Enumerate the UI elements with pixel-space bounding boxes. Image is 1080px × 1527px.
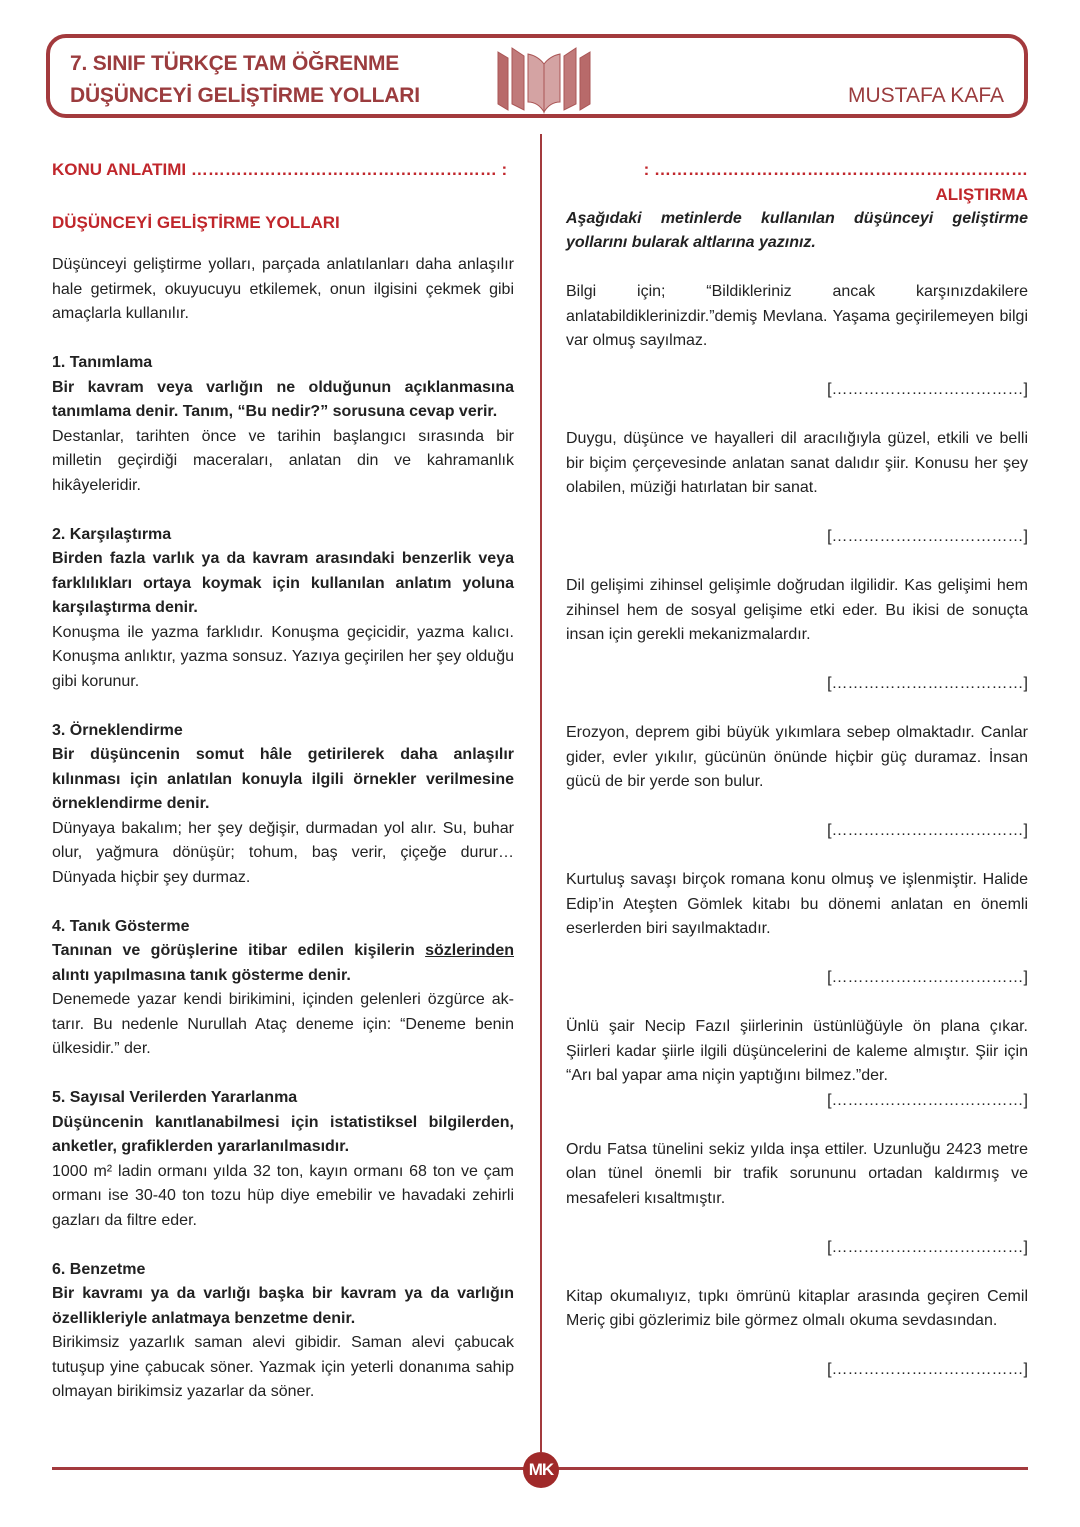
exercise-instruction: Aşağıdaki metinlerde kullanılan düşünceyi geliştirme yollarını bularak altlarına yazınız. bbox=[566, 209, 1028, 251]
lesson-section bbox=[52, 523, 514, 695]
exercise-text: Kitap okumalıyız, tıpkı ömrünü kitaplar arasında geçiren Cemil Meriç gibi gözlerimiz bile görmez olmalı okuma sevdasından. bbox=[566, 1287, 1028, 1329]
answer-blank[interactable]: [………………………………] bbox=[827, 1361, 1028, 1378]
exercise-item bbox=[566, 280, 1028, 403]
section-heading: 4. Tanık Gösterme bbox=[52, 917, 190, 935]
exercise-text: Dil gelişimi zihinsel gelişimle doğrudan ilgilidir. Kas gelişimi hem zihinsel hem de sosyal gelişime etki eder. Bu ikisi de sonuçta insan için gerekli mekanizmalardır. bbox=[566, 577, 1028, 643]
column-divider bbox=[540, 134, 542, 1452]
exercise-text: Duygu, düşünce ve hayalleri dil aracılığıyla güzel, etkili ve belli bir biçim çerçevesinde anlatan sanat dalıdır şiir. Konusu her şey olabilen, müziği hatırlatan bir sanat. bbox=[566, 430, 1028, 496]
section-heading: 1. Tanımlama bbox=[52, 354, 153, 371]
answer-blank[interactable]: [………………………………] bbox=[827, 675, 1028, 692]
section-heading: 3. Örneklendirme bbox=[52, 721, 183, 739]
answer-blank[interactable]: [………………………………] bbox=[827, 381, 1028, 398]
section-example: Destanlar, tarihten önce ve tarihin başlangıcı sırasında bir milletin geçirdiği maceraları, anlatan din ve kahramanlık hikâyeleridir. bbox=[52, 427, 514, 494]
section-definition bbox=[52, 376, 514, 425]
answer-blank[interactable]: [………………………………] bbox=[827, 969, 1028, 986]
section-definition bbox=[52, 939, 514, 988]
lesson-section bbox=[52, 915, 514, 1062]
section-example: Denemede yazar kendi birikimini, içinden gelenleri özgürce ak-tarır. Bu nedenle Nurullah Ataç deneme için: “Deneme benin ülkesidir.” der. bbox=[52, 991, 514, 1057]
section-example: Konuşma ile yazma farklıdır. Konuşma geçicidir, yazma kalıcı. Konuşma anlıktır, yazma sonsuz. Yazıya geçirilen her şey olduğu gibi korunur. bbox=[52, 623, 514, 690]
mk-badge: MK bbox=[523, 1452, 559, 1488]
answer-blank[interactable]: [………………………………] bbox=[827, 528, 1028, 545]
lesson-section bbox=[52, 719, 514, 891]
lesson-column bbox=[52, 158, 514, 1429]
intro-paragraph: Düşünceyi geliştirme yolları, parçada anlatılanları daha anlaşılır hale getirmek, okuyucuyu etkilemek, onun ilgisini çekmek gibi amaçlarla kullanılır. bbox=[52, 256, 514, 322]
section-definition bbox=[52, 1111, 514, 1160]
exercise-item bbox=[566, 1285, 1028, 1383]
definition-text: Bir kavramı ya da varlığı başka bir kavram ya da varlığın özellikleriyle anlatmaya benzetme denir. bbox=[52, 1285, 514, 1327]
header-title-line2: DÜŞÜNCEYİ GELİŞTİRME YOLLARI bbox=[70, 84, 420, 107]
exercise-item bbox=[566, 1015, 1028, 1113]
lesson-section bbox=[52, 1258, 514, 1405]
exercise-item bbox=[566, 868, 1028, 991]
author-name: MUSTAFA KAFA bbox=[848, 84, 1004, 107]
section-example: Dünyaya bakalım; her şey değişir, durmadan yol alır. Su, buhar olur, yağmura dönüşür; tohum, baş verir, çiçeğe durur… Dünyada hiçbir şey durmaz. bbox=[52, 819, 514, 886]
lesson-section bbox=[52, 1086, 514, 1233]
exercise-item bbox=[566, 1138, 1028, 1261]
exercise-item bbox=[566, 574, 1028, 697]
exercise-item bbox=[566, 427, 1028, 550]
lesson-section bbox=[52, 351, 514, 498]
section-heading: 6. Benzetme bbox=[52, 1260, 146, 1278]
definition-underlined: sözlerinden bbox=[425, 942, 514, 959]
answer-blank[interactable]: [………………………………] bbox=[827, 822, 1028, 839]
definition-text: Düşüncenin kanıtlanabilmesi için istatistiksel bilgilerden, anketler, grafiklerden yararlanılmasıdır. bbox=[52, 1113, 514, 1155]
lesson-label: KONU ANLATIMI ……………………………………………… : bbox=[52, 160, 508, 179]
definition-text: Bir düşüncenin somut hâle getirilerek daha anlaşılır kılınması için anlatılan konuyla ilgili örnekler verilmesine örneklendirme denir. bbox=[52, 746, 514, 812]
section-heading: 2. Karşılaştırma bbox=[52, 525, 172, 543]
exercise-text: Kurtuluş savaşı birçok romana konu olmuş ve işlenmiştir. Halide Edip’in Ateşten Gömlek kitabı bu dönemi anlatan en önemli eserlerden biri sayılmaktadır. bbox=[566, 871, 1028, 937]
exercise-item bbox=[566, 721, 1028, 844]
definition-text: Birden fazla varlık ya da kavram arasındaki benzerlik veya farklılıkları ortaya koymak için kullanılan anlatım yoluna karşılaştırma denir. bbox=[52, 550, 514, 616]
definition-text: Tanınan ve görüşlerine itibar edilen kişilerin bbox=[52, 942, 426, 959]
header-title-line1: 7. SINIF TÜRKÇE TAM ÖĞRENME bbox=[70, 52, 400, 75]
open-book-icon bbox=[494, 44, 594, 119]
exercise-text: Bilgi için; “Bildikleriniz ancak karşınızdakilere anlatabildiklerinizdir.”demiş Mevlana. Yaşama geçirilemeyen bilgi var olmuş sayılmaz. bbox=[566, 283, 1028, 349]
exercise-text: Erozyon, deprem gibi büyük yıkımlara sebep olmaktadır. Canlar gider, evler yıkılır, gücünün önünde hiçbir güç duramaz. İnsan gücü de bir yerde son bulur. bbox=[566, 724, 1028, 790]
exercise-text: Ünlü şair Necip Fazıl şiirlerinin üstünlüğüyle ön plana çıkar. Şiirleri kadar şiirle ilgili düşüncelerini de kaleme almıştır. Şiir için “Arı bal yapar ama niçin yaptığını bilmez.”der. bbox=[566, 1018, 1028, 1084]
section-example: Birikimsiz yazarlık saman alevi gibidir. Saman alevi çabucak tutuşup yine çabucak söner. Yazmak için yeterli donanıma sahip olmayan birikimsiz yazarlar da söner. bbox=[52, 1334, 514, 1400]
section-example: 1000 m² ladin ormanı yılda 32 ton, kayın ormanı 68 ton ve çam ormanı ise 30-40 ton tozu hüp diye emebilir ve havadaki zehirli gazları da filtre eder. bbox=[52, 1162, 514, 1229]
definition-text-end: alıntı yapılmasına tanık gösterme denir. bbox=[52, 966, 351, 984]
exercise-column bbox=[566, 158, 1028, 1407]
answer-blank[interactable]: [………………………………] bbox=[827, 1091, 1028, 1109]
exercise-text: Ordu Fatsa tünelini sekiz yılda inşa ettiler. Uzunluğu 2423 metre olan tünel önemli bir trafik sorununu ortadan kaldırmış ve mesafeleri kısaltmıştır. bbox=[566, 1140, 1028, 1207]
exercise-label: : ………………………………………………………… ALIŞTIRMA bbox=[643, 160, 1028, 204]
lesson-title: DÜŞÜNCEYİ GELİŞTİRME YOLLARI bbox=[52, 212, 340, 232]
section-definition bbox=[52, 1282, 514, 1331]
definition-text: Bir kavram veya varlığın ne olduğunun açıklanmasına tanımlama denir. Tanım, “Bu nedir?” sorusuna cevap verir. bbox=[52, 378, 514, 420]
section-definition bbox=[52, 743, 514, 817]
page-header bbox=[46, 34, 1028, 118]
section-heading: 5. Sayısal Verilerden Yararlanma bbox=[52, 1089, 298, 1106]
answer-blank[interactable]: [………………………………] bbox=[827, 1238, 1028, 1256]
section-definition bbox=[52, 547, 514, 621]
